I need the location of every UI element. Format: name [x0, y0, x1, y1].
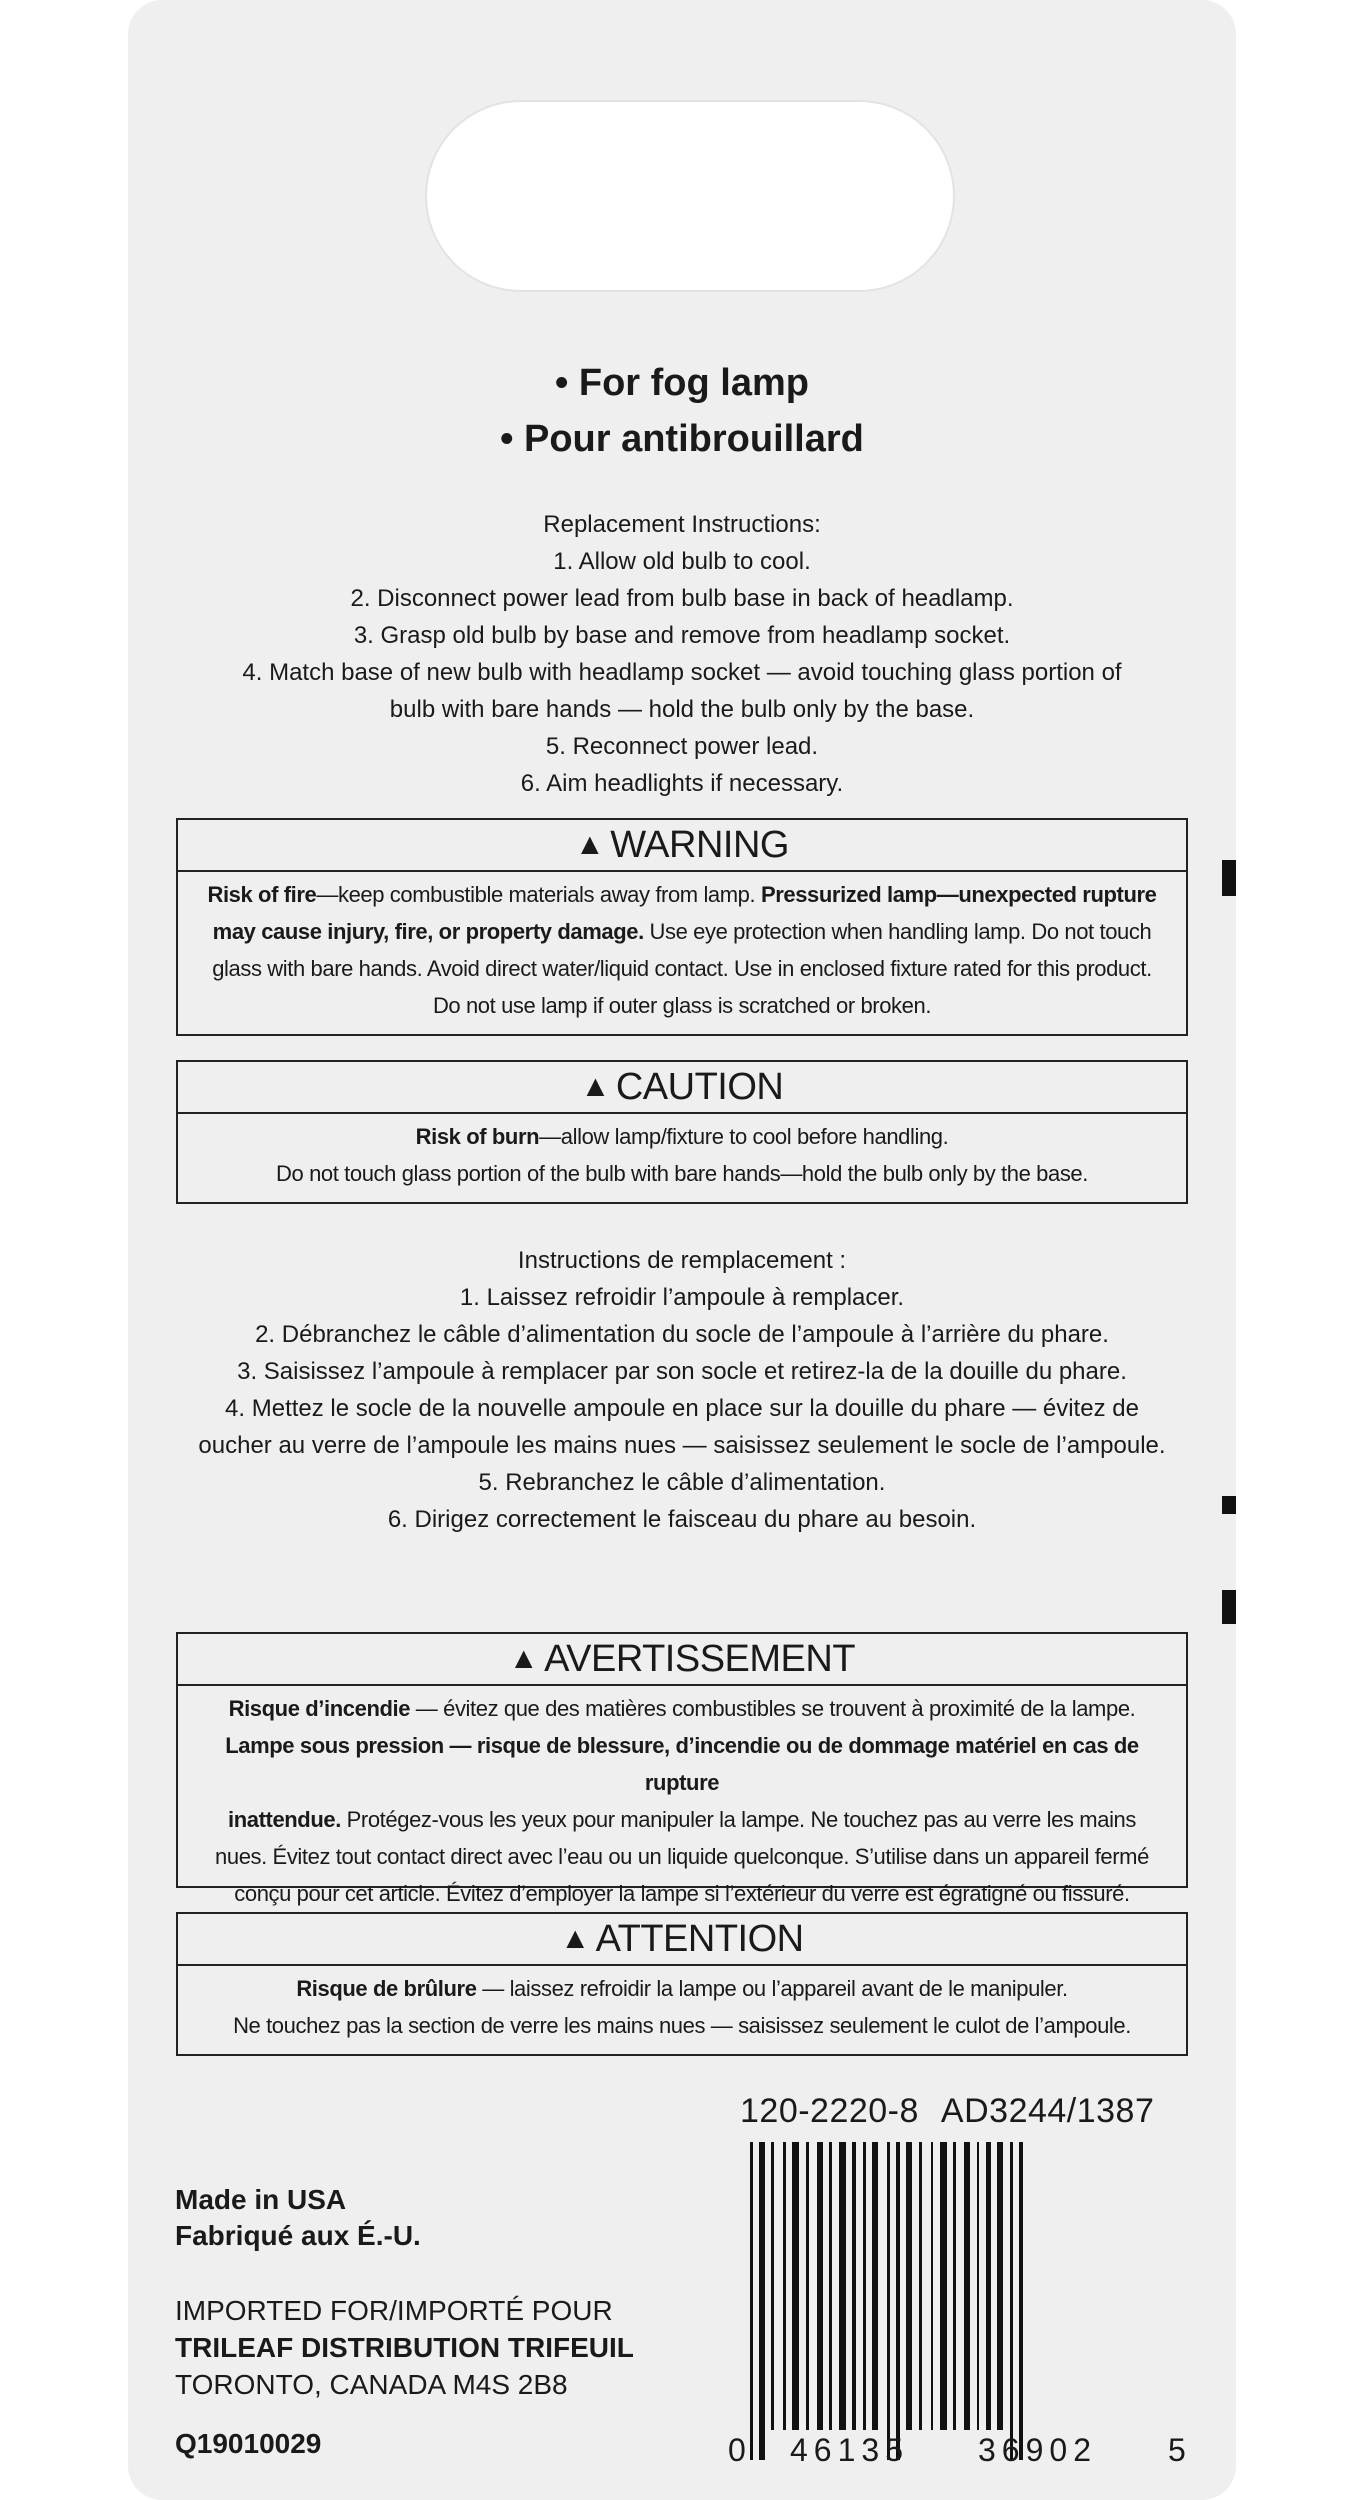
- attention-header: [178, 1914, 1186, 1966]
- caution-header: [178, 1062, 1186, 1114]
- importer-info: [175, 2292, 634, 2403]
- edge-mark: [1222, 1590, 1236, 1624]
- barcode-bar: [1019, 2142, 1023, 2460]
- avertissement-box: [176, 1632, 1188, 1906]
- attention-text: — laissez refroidir la lampe ou l’appareil avant de le manipuler.: [476, 1976, 1068, 2001]
- lot-code: Q19010029: [175, 2428, 322, 2459]
- importer-address: TORONTO, CANADA M4S 2B8: [175, 2369, 568, 2400]
- warning-text: —keep combustible materials away from lamp.: [316, 882, 761, 907]
- avertissement-text: nues. Évitez tout contact direct avec l’eau ou un liquide quelconque. S’utilise dans un appareil fermé: [215, 1844, 1149, 1869]
- warning-triangle-icon: ▲: [575, 828, 605, 861]
- warning-header: [178, 820, 1186, 872]
- barcode-bar: [977, 2142, 979, 2430]
- instruction-step: 6. Aim headlights if necessary.: [520, 770, 844, 797]
- barcode-bar: [806, 2142, 809, 2430]
- barcode-bar: [887, 2142, 890, 2460]
- barcode-bar: [839, 2142, 846, 2430]
- instruction-step: 2. Disconnect power lead from bulb base in back of headlamp.: [350, 585, 1014, 612]
- caution-title: CAUTION: [615, 1066, 784, 1108]
- instruction-step: 3. Saisissez l’ampoule à remplacer par son socle et retirez-la de la douille du phare.: [237, 1358, 1127, 1385]
- barcode-bar: [783, 2142, 786, 2430]
- barcode-bars: [728, 2142, 1190, 2442]
- avertissement-title: AVERTISSEMENT: [544, 1638, 856, 1680]
- avertissement-text: — évitez que des matières combustibles se trouvent à proximité de la lampe.: [410, 1696, 1136, 1721]
- usage-bullet: • For fog lamp: [555, 362, 809, 404]
- barcode-bar: [953, 2142, 956, 2430]
- importer-line: IMPORTED FOR/IMPORTÉ POUR: [175, 2295, 613, 2326]
- hang-hole: [425, 100, 955, 292]
- warning-triangle-icon: ▲: [508, 1642, 539, 1675]
- origin-french: Fabriqué aux É.-U.: [175, 2220, 421, 2251]
- barcode-bar: [986, 2142, 991, 2430]
- instruction-step: 1. Allow old bulb to cool.: [553, 548, 811, 575]
- product-codes: [740, 2092, 1176, 2131]
- instruction-step: 4. Mettez le socle de la nouvelle ampoule en place sur la douille du phare — évitez de: [225, 1395, 1139, 1422]
- barcode-bar: [940, 2142, 947, 2430]
- importer-name: TRILEAF DISTRIBUTION TRIFEUIL: [175, 2332, 634, 2363]
- instruction-step: 6. Dirigez correctement le faisceau du phare au besoin.: [387, 1506, 977, 1533]
- part-number: 120-2220-8: [740, 2092, 919, 2130]
- edge-mark: [1222, 860, 1236, 896]
- avertissement-header: [178, 1634, 1186, 1686]
- warning-bold-text: Risk of fire: [207, 882, 317, 907]
- barcode-left-digit: 0: [728, 2432, 746, 2468]
- french-instructions: [170, 1242, 1194, 1538]
- instructions-heading: Replacement Instructions:: [543, 511, 821, 538]
- attention-box: [176, 1912, 1188, 2056]
- instruction-step: 3. Grasp old bulb by base and remove from headlamp socket.: [353, 622, 1011, 649]
- warning-bold-text: may cause injury, fire, or property damage.: [212, 919, 644, 944]
- avertissement-text: Protégez-vous les yeux pour manipuler la lampe. Ne touchez pas au verre les mains: [340, 1807, 1136, 1832]
- instruction-step: 5. Rebranchez le câble d’alimentation.: [478, 1469, 886, 1496]
- origin: [175, 2182, 421, 2254]
- avertissement-bold-text: inattendue.: [228, 1807, 341, 1832]
- barcode-bar: [906, 2142, 912, 2430]
- avertissement-bold-text: Risque d’incendie: [228, 1696, 411, 1721]
- attention-title: ATTENTION: [595, 1918, 804, 1960]
- caution-text: —allow lamp/fixture to cool before handling.: [539, 1124, 949, 1149]
- barcode-bar: [863, 2142, 866, 2430]
- caution-bold-text: Risk of burn: [415, 1124, 540, 1149]
- barcode-bar: [759, 2142, 765, 2460]
- barcode-bar: [852, 2142, 856, 2430]
- warning-triangle-icon: ▲: [560, 1922, 590, 1955]
- warning-triangle-icon: ▲: [580, 1070, 610, 1103]
- warning-bold-text: Pressurized lamp—unexpected rupture: [760, 882, 1157, 907]
- usage-bullet: • Pour antibrouillard: [500, 418, 864, 460]
- warning-text: Use eye protection when handling lamp. Do not touch: [643, 919, 1152, 944]
- avertissement-text: conçu pour cet article. Évitez d’employer la lampe si l’extérieur du verre est égratigné ou fissuré.: [234, 1881, 1130, 1906]
- barcode-bar: [931, 2142, 933, 2430]
- caution-box: [176, 1060, 1188, 1204]
- barcode-bar: [896, 2142, 900, 2460]
- warning-title: WARNING: [610, 824, 789, 866]
- instruction-step: 1. Laissez refroidir l’ampoule à remplacer.: [459, 1284, 905, 1311]
- barcode-bar: [872, 2142, 878, 2430]
- instruction-step: 2. Débranchez le câble d’alimentation du socle de l’ampoule à l’arrière du phare.: [255, 1321, 1109, 1348]
- attention-bold-text: Risque de brûlure: [296, 1976, 477, 2001]
- instruction-step: bulb with bare hands — hold the bulb only by the base.: [389, 696, 975, 723]
- warning-text: Do not use lamp if outer glass is scratched or broken.: [432, 993, 932, 1018]
- barcode: [728, 2142, 1190, 2472]
- english-instructions: [170, 506, 1194, 802]
- instructions-heading: Instructions de remplacement :: [517, 1247, 847, 1274]
- barcode-bar: [964, 2142, 970, 2430]
- barcode-bar: [750, 2142, 753, 2460]
- barcode-bar: [997, 2142, 1003, 2430]
- barcode-bar: [919, 2142, 922, 2430]
- barcode-bar: [771, 2142, 774, 2430]
- barcode-right-digit: 5: [1168, 2432, 1186, 2468]
- warning-text: glass with bare hands. Avoid direct water/liquid contact. Use in enclosed fixture rated for this product.: [212, 956, 1152, 981]
- edge-mark: [1222, 1496, 1236, 1514]
- barcode-group-2: 36902: [978, 2432, 1097, 2468]
- instruction-step: oucher au verre de l’ampoule les mains nues — saisissez seulement le socle de l’ampoule.: [198, 1432, 1166, 1459]
- model-number: AD3244/1387: [940, 2092, 1155, 2130]
- instruction-step: 4. Match base of new bulb with headlamp socket — avoid touching glass portion of: [242, 659, 1122, 686]
- avertissement-bold-text: Lampe sous pression — risque de blessure, d’incendie ou de dommage matériel en cas de rupture: [225, 1733, 1139, 1795]
- attention-text: Ne touchez pas la section de verre les mains nues — saisissez seulement le culot de l’ampoule.: [233, 2013, 1131, 2038]
- barcode-bar: [1010, 2142, 1013, 2460]
- origin-english: Made in USA: [175, 2184, 347, 2215]
- barcode-bar: [792, 2142, 799, 2430]
- barcode-bar: [817, 2142, 823, 2430]
- caution-text: Do not touch glass portion of the bulb with bare hands—hold the bulb only by the base.: [276, 1161, 1088, 1186]
- barcode-group-1: 46135: [790, 2432, 909, 2468]
- warning-box: [176, 818, 1188, 1036]
- instruction-step: 5. Reconnect power lead.: [545, 733, 819, 760]
- barcode-bar: [829, 2142, 832, 2430]
